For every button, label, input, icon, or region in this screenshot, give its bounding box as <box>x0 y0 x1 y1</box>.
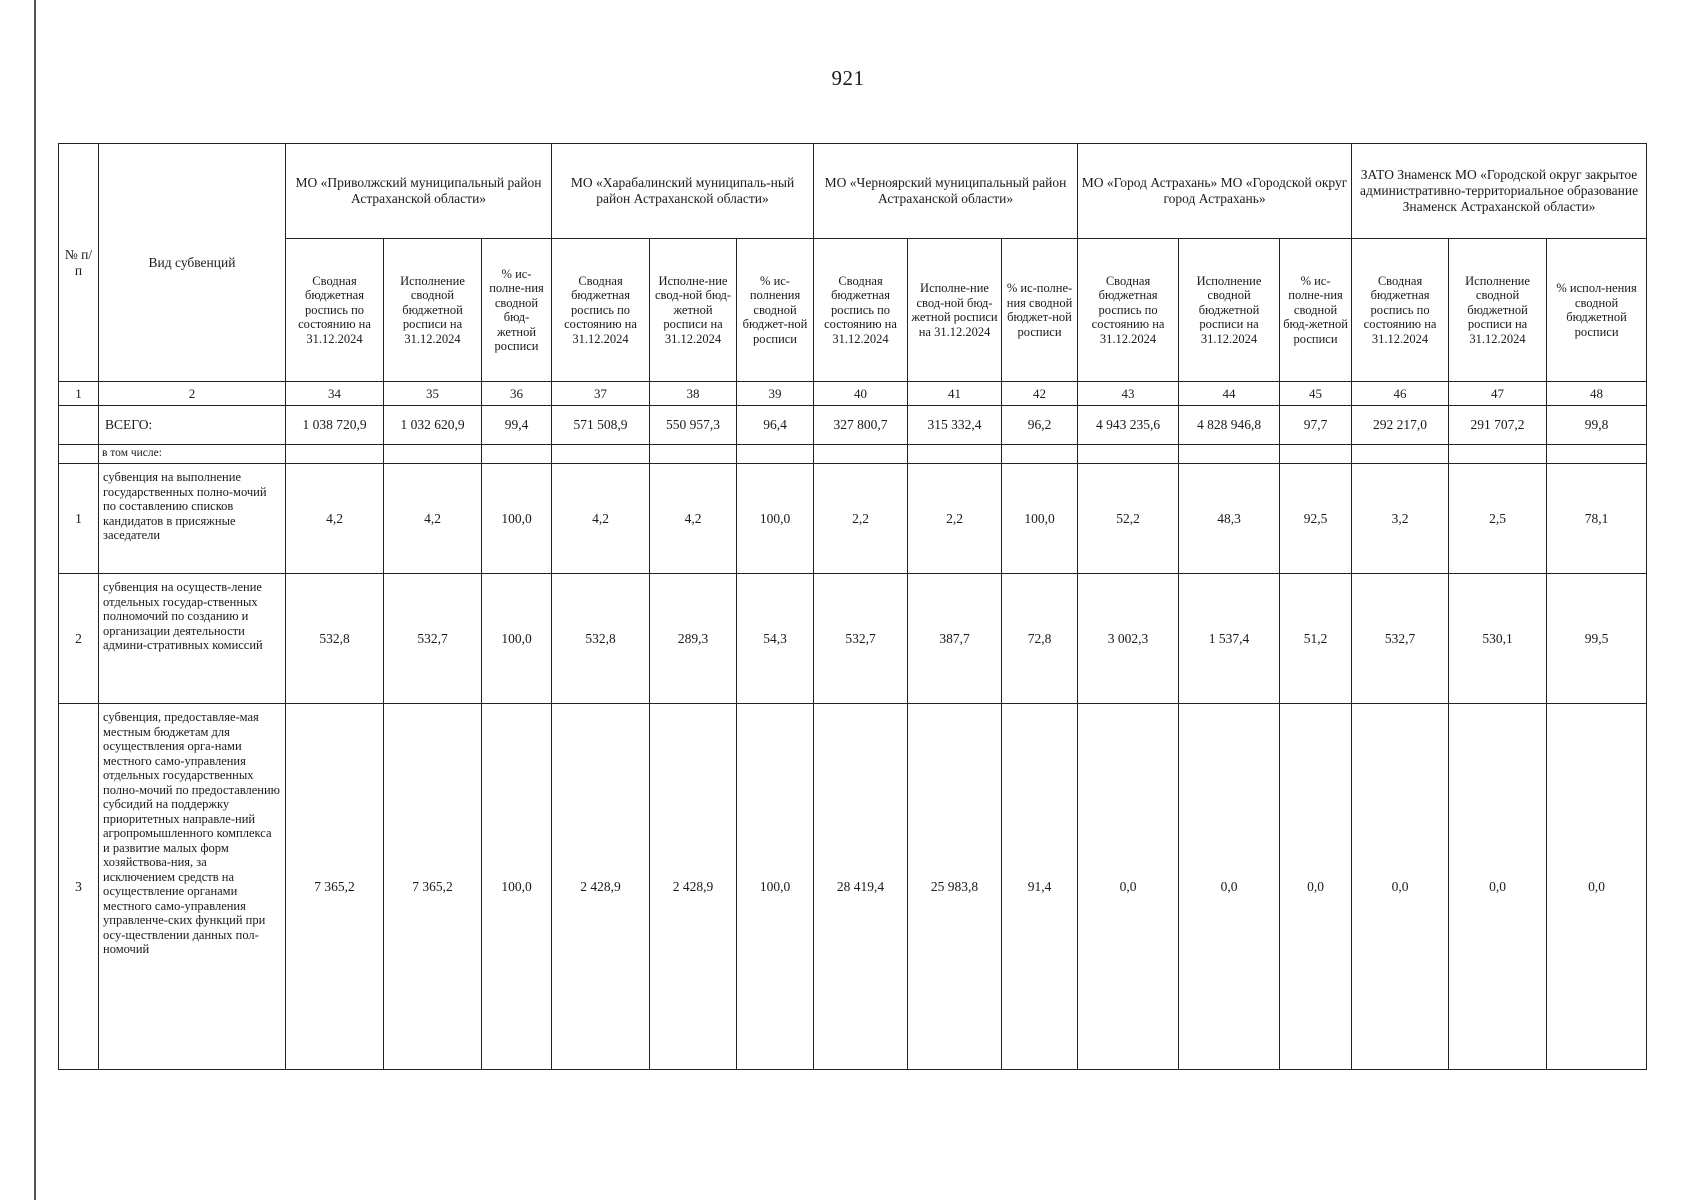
column-number: 40 <box>814 382 908 406</box>
table-cell <box>908 445 1002 464</box>
table-cell <box>286 445 384 464</box>
table-cell: 96,4 <box>737 406 814 445</box>
column-number: 38 <box>650 382 737 406</box>
column-number: 2 <box>99 382 286 406</box>
row-number: 1 <box>59 464 99 574</box>
table-cell: 100,0 <box>1002 464 1078 574</box>
table-cell <box>59 406 99 445</box>
table-cell <box>384 445 482 464</box>
column-number: 48 <box>1547 382 1647 406</box>
table-cell: 100,0 <box>482 464 552 574</box>
table-cell: 2 428,9 <box>552 704 650 1070</box>
table-cell: 532,7 <box>384 574 482 704</box>
subvention-description: субвенция, предоставляе-мая местным бюджетам для осуществления орга-нами местного само-управления отдельных государственных полно-мочий по предоставлению субсидий на поддержку приоритетных направле-ний агропромышленного комплекса и развитие малых форм хозяйствова-ния, за исключением средств на осуществление органами местного само-управления управленче-ских функций при осу-ществлении данных пол-номочий <box>99 704 286 1070</box>
table-cell: 1 038 720,9 <box>286 406 384 445</box>
table-cell <box>482 445 552 464</box>
total-label: ВСЕГО: <box>99 406 286 445</box>
table-cell: 532,7 <box>814 574 908 704</box>
column-number: 46 <box>1352 382 1449 406</box>
table-cell: 292 217,0 <box>1352 406 1449 445</box>
column-number: 35 <box>384 382 482 406</box>
table-cell: 48,3 <box>1179 464 1280 574</box>
table-cell: 97,7 <box>1280 406 1352 445</box>
table-cell <box>650 445 737 464</box>
region-header: МО «Приволжский муниципальный район Астраханской области» <box>286 144 552 239</box>
table-cell: 4 943 235,6 <box>1078 406 1179 445</box>
column-header: Исполнение сводной бюджетной росписи на 31.12.2024 <box>384 239 482 382</box>
table-cell: 100,0 <box>737 464 814 574</box>
table-row <box>59 574 1647 704</box>
table-row <box>59 464 1647 574</box>
column-number: 45 <box>1280 382 1352 406</box>
table-cell <box>1002 445 1078 464</box>
column-header-row <box>59 239 1647 382</box>
table-cell: 91,4 <box>1002 704 1078 1070</box>
including-row <box>59 445 1647 464</box>
region-header: МО «Черноярский муниципальный район Астраханской области» <box>814 144 1078 239</box>
table-cell: 2,5 <box>1449 464 1547 574</box>
column-number-row <box>59 382 1647 406</box>
table-cell: 315 332,4 <box>908 406 1002 445</box>
table-cell: 1 537,4 <box>1179 574 1280 704</box>
table-cell: 52,2 <box>1078 464 1179 574</box>
table-cell: 0,0 <box>1179 704 1280 1070</box>
column-header: Сводная бюджетная роспись по состоянию на 31.12.2024 <box>814 239 908 382</box>
table-cell: 100,0 <box>737 704 814 1070</box>
table-cell: 100,0 <box>482 704 552 1070</box>
column-header: % ис-полне-ния сводной бюд-жетной росписи <box>1280 239 1352 382</box>
page-number: 921 <box>831 66 865 90</box>
subvention-execution-table <box>58 143 1647 1070</box>
table-cell: 387,7 <box>908 574 1002 704</box>
subvention-description: субвенция на осуществ-ление отдельных государ-ственных полномочий по созданию и организации деятельности админи-стративных комиссий <box>99 574 286 704</box>
table-cell: 72,8 <box>1002 574 1078 704</box>
table-cell: 530,1 <box>1449 574 1547 704</box>
table-cell: 99,8 <box>1547 406 1647 445</box>
table-cell: 51,2 <box>1280 574 1352 704</box>
column-number: 37 <box>552 382 650 406</box>
table-cell: 0,0 <box>1449 704 1547 1070</box>
table-cell <box>1179 445 1280 464</box>
subvention-description: субвенция на выполнение государственных полно-мочий по составлению списков кандидатов в присяжные заседатели <box>99 464 286 574</box>
table-cell: 0,0 <box>1078 704 1179 1070</box>
table-cell: 7 365,2 <box>384 704 482 1070</box>
column-header: Сводная бюджетная роспись по состоянию на 31.12.2024 <box>286 239 384 382</box>
table-cell: 2,2 <box>908 464 1002 574</box>
table-cell: 532,7 <box>1352 574 1449 704</box>
including-label: в том числе: <box>99 445 286 464</box>
header-subvention-type: Вид субвенций <box>99 144 286 382</box>
table-cell <box>59 445 99 464</box>
table-row <box>59 704 1647 1070</box>
column-number: 47 <box>1449 382 1547 406</box>
table-cell: 99,5 <box>1547 574 1647 704</box>
table-cell <box>814 445 908 464</box>
table-cell: 532,8 <box>552 574 650 704</box>
table-cell: 54,3 <box>737 574 814 704</box>
table-cell: 25 983,8 <box>908 704 1002 1070</box>
table-cell: 0,0 <box>1280 704 1352 1070</box>
table-cell: 2 428,9 <box>650 704 737 1070</box>
row-number: 2 <box>59 574 99 704</box>
column-number: 44 <box>1179 382 1280 406</box>
region-header: МО «Харабалинский муниципаль-ный район Астраханской области» <box>552 144 814 239</box>
table-cell: 100,0 <box>482 574 552 704</box>
region-header: МО «Город Астрахань» МО «Городской округ город Астрахань» <box>1078 144 1352 239</box>
table-cell: 1 032 620,9 <box>384 406 482 445</box>
column-number: 36 <box>482 382 552 406</box>
column-number: 1 <box>59 382 99 406</box>
table-cell <box>552 445 650 464</box>
column-number: 41 <box>908 382 1002 406</box>
table-cell: 4,2 <box>286 464 384 574</box>
table-cell: 0,0 <box>1547 704 1647 1070</box>
table-cell <box>1352 445 1449 464</box>
table-cell: 4,2 <box>650 464 737 574</box>
column-header: Исполнение сводной бюджетной росписи на 31.12.2024 <box>1449 239 1547 382</box>
column-header: Исполне-ние свод-ной бюд-жетной росписи на 31.12.2024 <box>650 239 737 382</box>
column-number: 39 <box>737 382 814 406</box>
table-cell: 96,2 <box>1002 406 1078 445</box>
table-cell <box>1449 445 1547 464</box>
row-number: 3 <box>59 704 99 1070</box>
column-number: 42 <box>1002 382 1078 406</box>
table-cell: 291 707,2 <box>1449 406 1547 445</box>
table-cell <box>1280 445 1352 464</box>
header-row-number: № п/п <box>59 144 99 382</box>
table-cell: 78,1 <box>1547 464 1647 574</box>
table-cell <box>1078 445 1179 464</box>
table-cell: 4 828 946,8 <box>1179 406 1280 445</box>
region-header: ЗАТО Знаменск МО «Городской округ закрытое административно-территориальное образование Знаменск Астраханской области» <box>1352 144 1647 239</box>
table-cell: 4,2 <box>552 464 650 574</box>
column-number: 43 <box>1078 382 1179 406</box>
column-header: % ис-полне-ния сводной бюджет-ной росписи <box>1002 239 1078 382</box>
table-cell: 3,2 <box>1352 464 1449 574</box>
table-cell: 3 002,3 <box>1078 574 1179 704</box>
table-cell: 99,4 <box>482 406 552 445</box>
page-margin-line <box>34 0 36 1200</box>
column-header: Сводная бюджетная роспись по состоянию на 31.12.2024 <box>1078 239 1179 382</box>
table-cell: 550 957,3 <box>650 406 737 445</box>
table-cell <box>737 445 814 464</box>
table-cell: 327 800,7 <box>814 406 908 445</box>
table-cell: 4,2 <box>384 464 482 574</box>
table-cell: 2,2 <box>814 464 908 574</box>
table-cell: 92,5 <box>1280 464 1352 574</box>
column-header: % ис-полне-ния сводной бюд-жетной росписи <box>482 239 552 382</box>
table-cell <box>1547 445 1647 464</box>
column-header: Сводная бюджетная роспись по состоянию на 31.12.2024 <box>1352 239 1449 382</box>
column-header: % ис-полнения сводной бюджет-ной росписи <box>737 239 814 382</box>
table-cell: 289,3 <box>650 574 737 704</box>
region-header-row <box>59 144 1647 239</box>
total-row <box>59 406 1647 445</box>
table-cell: 532,8 <box>286 574 384 704</box>
column-header: Исполнение сводной бюджетной росписи на 31.12.2024 <box>1179 239 1280 382</box>
table-cell: 28 419,4 <box>814 704 908 1070</box>
table-cell: 571 508,9 <box>552 406 650 445</box>
column-number: 34 <box>286 382 384 406</box>
table-cell: 0,0 <box>1352 704 1449 1070</box>
table-cell: 7 365,2 <box>286 704 384 1070</box>
column-header: Исполне-ние свод-ной бюд-жетной росписи на 31.12.2024 <box>908 239 1002 382</box>
column-header: % испол-нения сводной бюджетной росписи <box>1547 239 1647 382</box>
column-header: Сводная бюджетная роспись по состоянию на 31.12.2024 <box>552 239 650 382</box>
